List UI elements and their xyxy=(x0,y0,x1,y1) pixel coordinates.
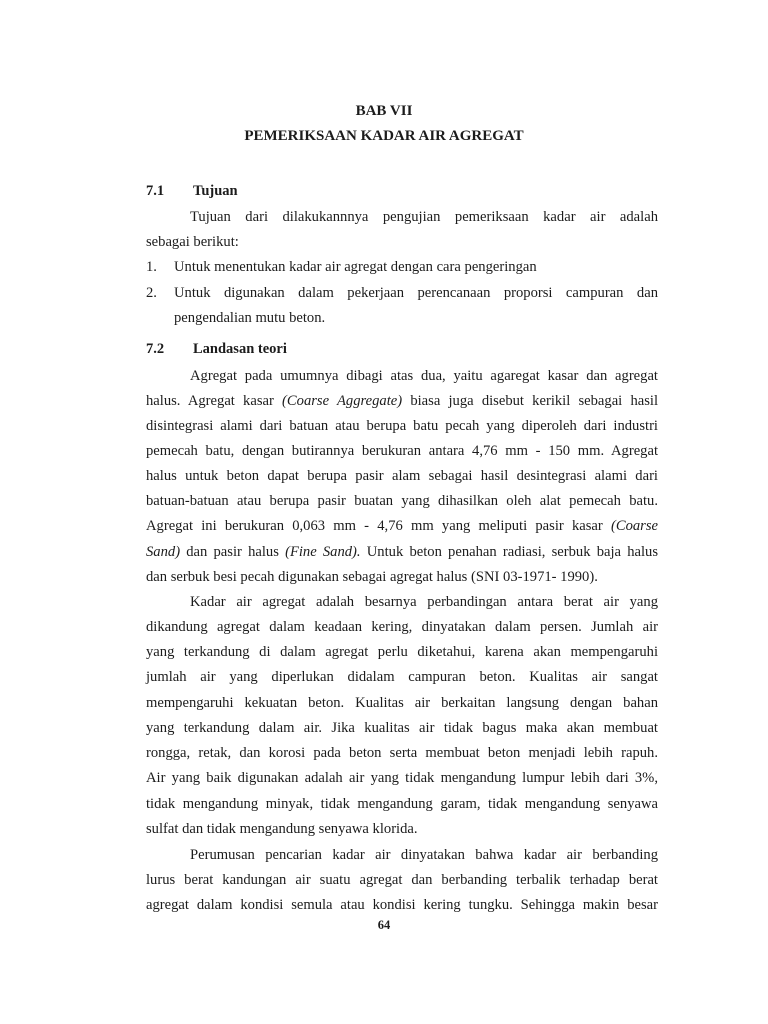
page-number: 64 xyxy=(377,918,391,932)
paragraph-line: Agregat ini berukuran 0,063 mm - 4,76 mm yang meliputi pasir kasar (Coarse xyxy=(146,518,658,534)
paragraph-line: pemecah batu, dengan butirannya berukuran antara 4,76 mm - 150 mm. Agregat xyxy=(146,443,658,459)
section-2-number: 7.2 xyxy=(146,341,165,357)
paragraph-line: mempengaruhi kekuatan beton. Kualitas air berkaitan langsung dengan bahan xyxy=(146,695,658,711)
paragraph-line: halus. Agregat kasar (Coarse Aggregate) biasa juga disebut kerikil sebagai hasil xyxy=(146,393,659,409)
paragraph-line: Air yang baik digunakan adalah air yang tidak mengandung lumpur lebih dari 3%, xyxy=(146,770,658,786)
section-2-title: Landasan teori xyxy=(193,341,287,357)
section-1-line: Tujuan dari dilakukannnya pengujian pemeriksaan kadar air adalah xyxy=(190,209,658,225)
list-item-number: 1. xyxy=(146,259,157,275)
chapter-label: BAB VII xyxy=(355,103,413,119)
section-1-number: 7.1 xyxy=(146,183,165,199)
paragraph-line: rongga, retak, dan korosi pada beton serta membuat beton menjadi lebih rapuh. xyxy=(146,745,658,761)
paragraph-line: disintegrasi alami dari batuan atau berupa batu pecah yang diperoleh dari industri xyxy=(146,418,658,434)
list-item-text: Untuk digunakan dalam pekerjaan perencanaan proporsi campuran dan xyxy=(174,285,658,301)
paragraph-line: Perumusan pencarian kadar air dinyatakan bahwa kadar air berbanding xyxy=(190,847,658,863)
paragraph-line: dan serbuk besi pecah digunakan sebagai agregat halus (SNI 03-1971- 1990). xyxy=(146,569,598,585)
paragraph-line: tidak mengandung minyak, tidak mengandung garam, tidak mengandung senyawa xyxy=(146,796,658,812)
paragraph-line: agregat dalam kondisi semula atau kondisi kering tungku. Sehingga makin besar xyxy=(146,897,658,913)
section-1-title: Tujuan xyxy=(193,183,238,199)
list-item-text: pengendalian mutu beton. xyxy=(174,310,326,326)
paragraph-line: Agregat pada umumnya dibagi atas dua, yaitu agaregat kasar dan agregat xyxy=(190,368,658,384)
chapter-title: PEMERIKSAAN KADAR AIR AGREGAT xyxy=(244,128,524,144)
paragraph-line: yang terkandung di dalam agregat perlu diketahui, karena akan mempengaruhi xyxy=(146,644,658,660)
paragraph-line: batuan-batuan atau berupa pasir buatan yang dihasilkan oleh alat pemecah batu. xyxy=(146,493,658,509)
paragraph-line: lurus berat kandungan air suatu agregat dan berbanding terbalik terhadap berat xyxy=(146,872,658,888)
paragraph-line: Sand) dan pasir halus (Fine Sand). Untuk beton penahan radiasi, serbuk baja halus xyxy=(146,544,659,560)
paragraph-line: yang terkandung dalam air. Jika kualitas air tidak bagus maka akan membuat xyxy=(146,720,658,736)
paragraph-line: Kadar air agregat adalah besarnya perbandingan antara berat air yang xyxy=(190,594,658,610)
section-1-line: sebagai berikut: xyxy=(146,234,239,250)
list-item-text: Untuk menentukan kadar air agregat dengan cara pengeringan xyxy=(174,259,537,275)
paragraph-line: dikandung agregat dalam keadaan kering, dinyatakan dalam persen. Jumlah air xyxy=(146,619,658,635)
paragraph-line: jumlah air yang diperlukan didalam campuran beton. Kualitas air sangat xyxy=(146,669,658,685)
paragraph-line: halus untuk beton dapat berupa pasir alam sebagai hasil desintegrasi alami dari xyxy=(146,468,658,484)
paragraph-line: sulfat dan tidak mengandung senyawa klorida. xyxy=(146,821,418,837)
list-item-number: 2. xyxy=(146,285,157,301)
